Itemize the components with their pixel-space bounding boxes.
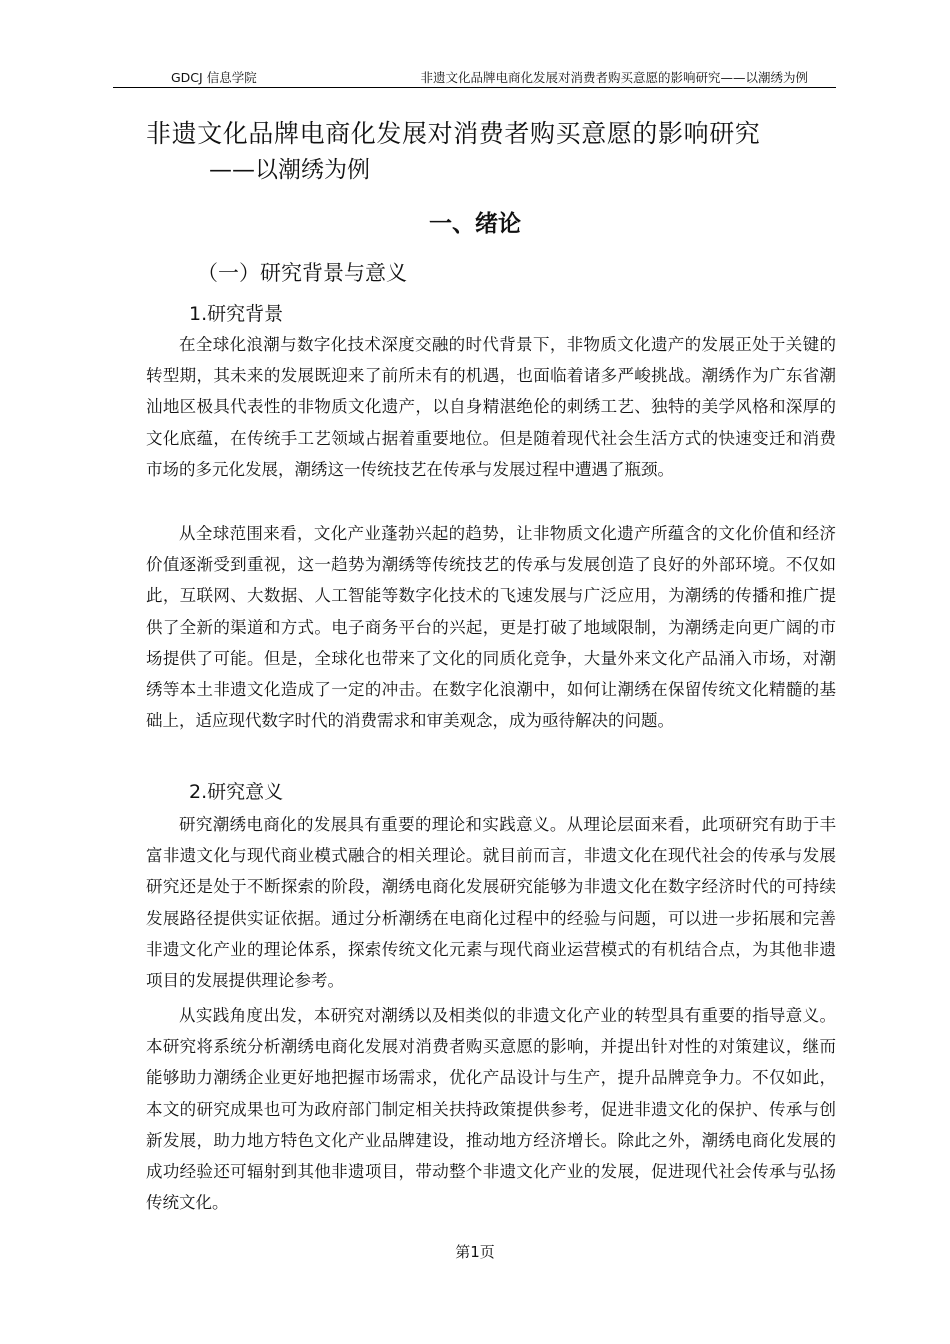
paragraph-significance-1: 研究潮绣电商化的发展具有重要的理论和实践意义。从理论层面来看，此项研究有助于丰富非遗文化与现代商业模式融合的相关理论。就目前而言，非遗文化在现代社会的传承与发展研究还是处于不断探索的阶段，潮绣电商化发展研究能够为非遗文化在数字经济时代的可持续发展路径提供实证依据。通过分析潮绣在电商化过程中的经验与问题，可以进一步拓展和完善非遗文化产业的理论体系，探索传统文化元素与现代商业运营模式的有机结合点，为其他非遗项目的发展提供理论参考。 <box>146 815 836 991</box>
header-running-title: 非遗文化品牌电商化发展对消费者购买意愿的影响研究——以潮绣为例 <box>420 70 808 85</box>
chapter-heading: 一、绪论 <box>429 211 521 237</box>
document-subtitle: ——以潮绣为例 <box>209 157 370 183</box>
subsection-heading-significance: 2.研究意义 <box>189 781 284 803</box>
paragraph-significance-2: 从实践角度出发，本研究对潮绣以及相类似的非遗文化产业的转型具有重要的指导意义。本研究将系统分析潮绣电商化发展对消费者购买意愿的影响，并提出针对性的对策建议，继而能够助力潮绣企业更好地把握市场需求，优化产品设计与生产，提升品牌竞争力。不仅如此，本文的研究成果也可为政府部门制定相关扶持政策提供参考，促进非遗文化的保护、传承与创新发展，助力地方特色文化产业品牌建设，推动地方经济增长。除此之外，潮绣电商化发展的成功经验还可辐射到其他非遗项目，带动整个非遗文化产业的发展，促进现代社会传承与弘扬传统文化。 <box>146 1006 836 1213</box>
header-institution: GDCJ 信息学院 <box>171 70 257 85</box>
page-number: 第1页 <box>455 1243 495 1261</box>
paragraph-background-1: 在全球化浪潮与数字化技术深度交融的时代背景下，非物质文化遗产的发展正处于关键的转型期，其未来的发展既迎来了前所未有的机遇，也面临着诸多严峻挑战。潮绣作为广东省潮汕地区极具代表性的非物质文化遗产，以自身精湛绝伦的刺绣工艺、独特的美学风格和深厚的文化底蕴，在传统手工艺领域占据着重要地位。但是随着现代社会生活方式的快速变迁和消费市场的多元化发展，潮绣这一传统技艺在传承与发展过程中遭遇了瓶颈。 <box>146 335 836 479</box>
paragraph-background-2: 从全球范围来看，文化产业蓬勃兴起的趋势，让非物质文化遗产所蕴含的文化价值和经济价值逐渐受到重视，这一趋势为潮绣等传统技艺的传承与发展创造了良好的外部环境。不仅如此，互联网、大数据、人工智能等数字化技术的飞速发展与广泛应用，为潮绣的传播和推广提供了全新的渠道和方式。电子商务平台的兴起，更是打破了地域限制，为潮绣走向更广阔的市场提供了可能。但是，全球化也带来了文化的同质化竞争，大量外来文化产品涌入市场，对潮绣等本土非遗文化造成了一定的冲击。在数字化浪潮中，如何让潮绣在保留传统文化精髓的基础上，适应现代数字时代的消费需求和审美观念，成为亟待解决的问题。 <box>146 524 836 731</box>
page-header <box>113 68 836 88</box>
document-title: 非遗文化品牌电商化发展对消费者购买意愿的影响研究 <box>146 119 761 148</box>
subsection-heading-background: 1.研究背景 <box>189 303 284 325</box>
section-heading: （一）研究背景与意义 <box>197 261 407 285</box>
